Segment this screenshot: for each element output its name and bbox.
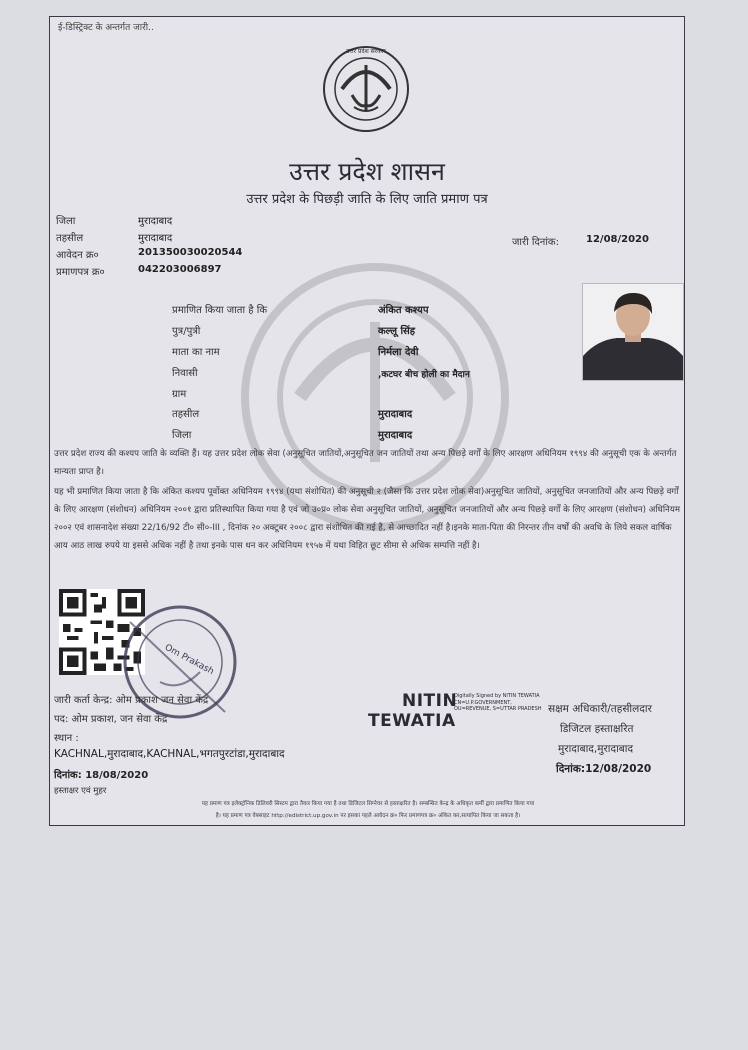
field-district-value: मुरादाबाद (138, 216, 173, 227)
emblem-text: उत्तर प्रदेश सरकार (346, 48, 386, 55)
authority-date: दिनांक:12/08/2020 (556, 763, 652, 775)
field-application-label: आवेदन क्र० (56, 250, 99, 261)
field-application-value: 201350030020544 (138, 247, 243, 258)
person-resident-value: ,कटघर बीच होली का मैदान (378, 370, 470, 380)
digital-signature (368, 689, 548, 739)
issuer-post: पद: ओम प्रकाश, जन सेवा केंद्र (54, 714, 168, 725)
person-resident-label: निवासी (172, 368, 198, 379)
field-certificate-value: 042203006897 (138, 264, 222, 275)
person-district-label: जिला (172, 430, 192, 441)
person-district-value: मुरादाबाद (378, 430, 413, 441)
person-certify-label: प्रमाणित किया जाता है कि (172, 305, 268, 316)
authority-title: सक्षम अधिकारी/तहसीलदार (548, 703, 652, 715)
person-tehsil-label: तहसील (172, 409, 200, 420)
authority-digital: डिजिटल हस्ताक्षरित (560, 723, 634, 735)
footer-note-2: है। यह प्रमाण पत्र वेबसाइट http://edistrict.up.gov.in पर इसका पहले आवेदन क्र० फिर प्रमाणपत्र क्र० अंकित कर,सत्यापित किया जा सकता है। (215, 813, 521, 819)
certificate-subtitle: उत्तर प्रदेश के पिछड़ी जाति के लिए जाति प्रमाण पत्र (246, 192, 488, 207)
top-note: ई-डिस्ट्रिक्ट के अन्तर्गत जारी.. (58, 23, 154, 33)
person-tehsil-value: मुरादाबाद (378, 409, 413, 420)
signature-details: Digitally Signed by NITIN TEWATIA CN=U.P.GOVERNMENT, OU=REVENUE, S=UTTAR PRADESH (454, 693, 542, 712)
issuer-place: KACHNAL,मुरादाबाद,KACHNAL,भगतपुरटांडा,मुरादाबाद (54, 748, 285, 760)
page-title: उत्तर प्रदेश शासन (289, 157, 445, 186)
caste-statement-paragraph: उत्तर प्रदेश राज्य की कश्यप जाति के व्यक्ति हैं। यह उत्तर प्रदेश लोक सेवा (अनुसूचित जातियों,अनुसूचित जन जातियों तथा अन्य पिछड़े वर्गों के लिए आरक्षण अधिनियम १९९४ की अनुसूची एक के अन्तर्गत मान्यता प्राप्त है। (54, 449, 677, 477)
person-mother-label: माता का नाम (172, 347, 220, 358)
person-village-label: ग्राम (172, 389, 187, 400)
issuer-date: दिनांक: 18/08/2020 (54, 770, 149, 781)
field-tehsil-label: तहसील (56, 233, 84, 244)
issuer-place-label: स्थान : (54, 733, 79, 744)
issuer-sign-label: हस्ताक्षर एवं मुहर (54, 786, 107, 796)
certificate-sheet (49, 16, 685, 826)
person-mother-name: निर्मला देवी (378, 347, 419, 358)
field-tehsil-value: मुरादाबाद (138, 233, 173, 244)
signer-first-name: NITIN (402, 691, 458, 711)
stamp-text: Om Prakash (162, 642, 216, 678)
person-photo-icon (583, 284, 683, 380)
issuer-center: जारी कर्ता केन्द्र: ओम प्रकाश जन सेवा केंद्र (54, 695, 209, 706)
up-government-emblem-icon (322, 45, 410, 133)
applicant-photo (582, 283, 684, 381)
signer-last-name: TEWATIA (368, 711, 456, 731)
field-certificate-label: प्रमाणपत्र क्र० (56, 267, 105, 278)
eligibility-paragraph: यह भी प्रमाणित किया जाता है कि अंकित कश्यप पूर्वोक्त अधिनियम १९९४ (यथा संशोधित) की अनुसूची २ (जैसा कि उत्तर प्रदेश लोक सेवा)अनुसूचित जातियों, अनुसूचित जनजातियों और अन्य पिछड़े वर्गों के लिए आरक्षण (संशोधन) अधिनियम २००१ द्वारा प्रतिस्थापित किया गया है एवं जो उ०प्र० लोक सेवा अनुसूचित जातियों, अनुसूचित जनजातियों और अन्य पिछड़े वर्गों के लिए आरक्षण (संशोधन) अधिनियम २००२ एवं शासनादेश संख्या 22/16/92 टी० सी०-III , दिनांक २० अक्टूबर २००८ द्वारा संशोधित की गई है, से आच्छादित नहीं है।इनके माता-पिता की निरन्तर तीन वर्षों की अवधि के लिये सकल वार्षिक आय आठ लाख रुपये या इससे अधिक नहीं है तथा इनके पास धन कर अधिनियम १९५७ में यथा विहित छूट सीमा से अधिक सम्पत्ति नहीं है। (54, 487, 680, 551)
footer-note-1: यह प्रमाण पत्र इलेक्ट्रॉनिक डिलिवरी सिस्टम द्वारा तैयार किया गया है तथा डिजिटल सिग्नेचर से हस्ताक्षरित है। सम्बन्धित केन्द्र के अधिकृत कर्मी द्वारा प्रमाणित किया गया (201, 801, 535, 807)
person-parent-name: कल्लू सिंह (378, 326, 416, 337)
field-district-label: जिला (56, 216, 76, 227)
issue-date-label: जारी दिनांक: (512, 237, 559, 248)
issue-date-value: 12/08/2020 (586, 234, 649, 245)
person-parent-label: पुत्र/पुत्री (172, 326, 201, 337)
authority-place: मुरादाबाद,मुरादाबाद (558, 743, 634, 755)
person-name: अंकित कश्यप (378, 305, 429, 316)
